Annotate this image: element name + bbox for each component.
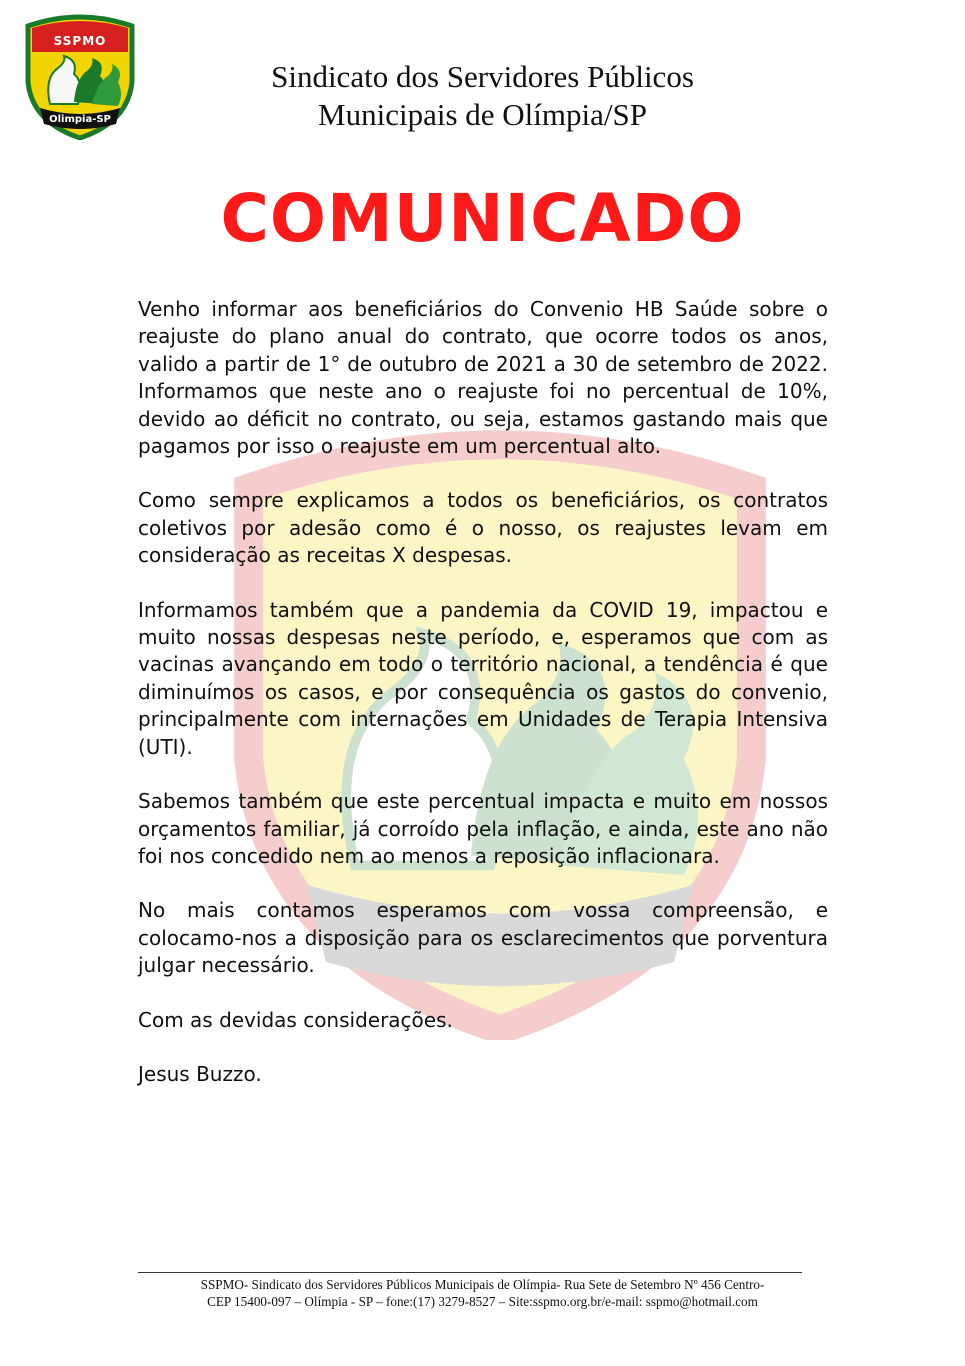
paragraph-contratos: Como sempre explicamos a todos os beneficiários, os contratos coletivos por adesão como é o nosso, os reajustes levam em consideração as receitas X despesas. bbox=[138, 488, 828, 568]
paragraph-orcamentos: Sabemos também que este percentual impacta e muito em nossos orçamentos familiar, já corroído pela inflação, e ainda, este ano não foi nos concedido nem ao menos a reposição inflacionara. bbox=[138, 789, 828, 868]
signature: Jesus Buzzo. bbox=[138, 1061, 262, 1086]
letter-body bbox=[138, 296, 828, 1115]
sspmo-logo bbox=[20, 12, 140, 140]
footer-address-line1: SSPMO- Sindicato dos Servidores Públicos Municipais de Olímpia- Rua Sete de Setembro Nº 456 Centro- bbox=[200, 1277, 765, 1292]
organization-header bbox=[170, 58, 795, 134]
paragraph-reajuste: Venho informar aos beneficiários do Convenio HB Saúde sobre o reajuste do plano anual do contrato, que ocorre todos os anos, valido a partir de 1° de outubro de 2021 a 30 de setembro de 2022. Informamos que neste ano o reajuste foi no percentual de 10%, devido ao déficit no contrato, ou seja, estamos gastando mais que pagamos por isso o reajuste em um percentual alto. bbox=[138, 297, 828, 459]
paragraph-covid: Informamos também que a pandemia da COVID 19, impactou e muito nossas despesas neste período, e, esperamos que com as vacinas avançando em todo o território nacional, a tendência é que diminuímos os casos, e por consequência os gastos do convenio, principalmente com internações em Unidades de Terapia Intensiva (UTI). bbox=[138, 597, 828, 759]
footer-divider bbox=[138, 1272, 802, 1273]
svg-text:SSPMO: SSPMO bbox=[53, 34, 107, 48]
paragraph-consideracoes: Com as devidas considerações. bbox=[138, 1007, 453, 1032]
organization-name-line1: Sindicato dos Servidores Públicos bbox=[271, 59, 694, 94]
paragraph-compreensao: No mais contamos esperamos com vossa compreensão, e colocamo-nos a disposição para os esclarecimentos que porventura julgar necessário. bbox=[138, 898, 828, 978]
organization-name-line2: Municipais de Olímpia/SP bbox=[318, 97, 647, 132]
svg-text:Olimpia-SP: Olimpia-SP bbox=[49, 114, 111, 125]
footer bbox=[120, 1276, 845, 1310]
footer-address-line2: CEP 15400-097 – Olímpia - SP – fone:(17) 3279-8527 – Site:sspmo.org.br/e-mail: sspmo@hotmail.com bbox=[207, 1294, 758, 1309]
document-title: COMUNICADO bbox=[220, 180, 745, 257]
